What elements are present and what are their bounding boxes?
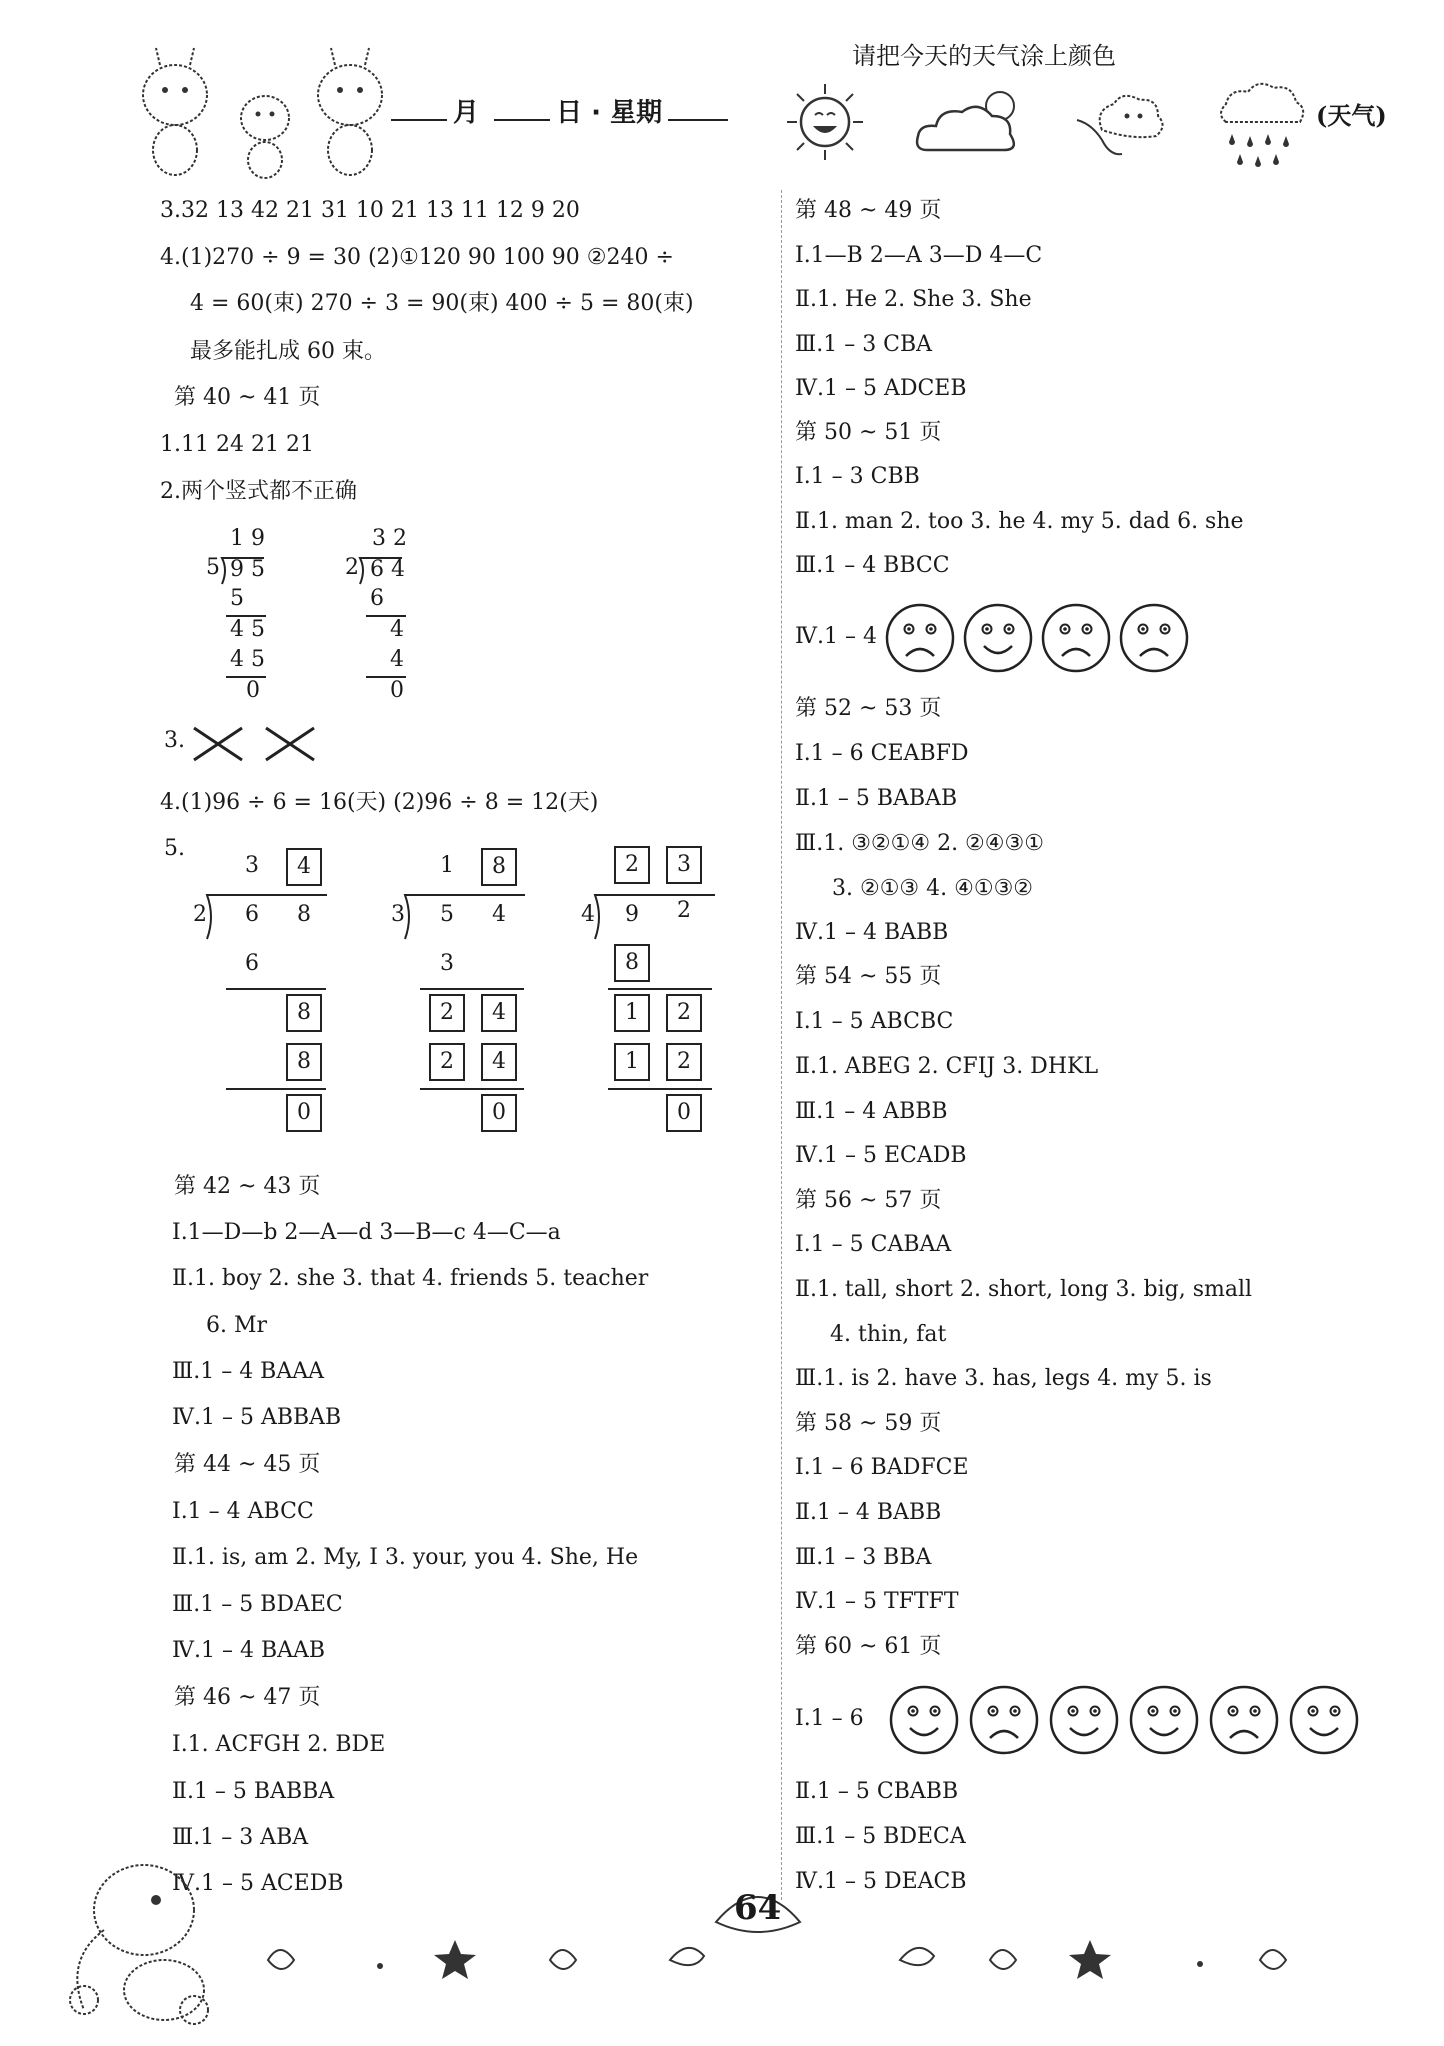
answer-line: Ⅱ.1 – 5 CBABB <box>795 1779 959 1804</box>
answer-line: Ⅱ.1. tall, short 2. short, long 3. big, small <box>795 1277 1253 1302</box>
quotient-digit: 1 <box>440 853 454 878</box>
division-bracket <box>403 893 527 941</box>
step-remainder: 4 <box>390 617 404 642</box>
page-number: 64 <box>734 1888 782 1928</box>
answer-line: Ⅱ.1. man 2. too 3. he 4. my 5. dad 6. she <box>795 509 1244 534</box>
dividend-digit: 2 <box>677 898 691 923</box>
subtract-digit: 6 <box>245 951 259 976</box>
rule <box>608 1088 712 1090</box>
month-blank <box>391 99 447 121</box>
sun-icon[interactable] <box>785 82 865 162</box>
answer-line: 5. <box>164 836 185 861</box>
answer-box[interactable]: 0 <box>481 1094 517 1132</box>
dividend-digit: 8 <box>297 902 311 927</box>
answer-line: Ⅳ.1 – 5 ABBAB <box>172 1405 342 1430</box>
answer-line: 3.32 13 42 21 31 10 21 13 11 12 9 20 <box>160 198 580 223</box>
page-heading: 第 42 ~ 43 页 <box>174 1174 321 1199</box>
answer-box[interactable]: 2 <box>429 1043 465 1081</box>
rule <box>226 1088 326 1090</box>
answer-line: Ⅱ.1. is, am 2. My, I 3. your, you 4. She, He <box>172 1545 639 1570</box>
answer-line: Ⅰ.1 – 5 CABAA <box>795 1232 952 1257</box>
answer-line: 1.11 24 21 21 <box>160 432 314 457</box>
answer-line: 3. ②①③ 4. ④①③② <box>832 876 1034 901</box>
answer-line: Ⅰ.1 – 4 ABCC <box>172 1499 314 1524</box>
answer-line: Ⅲ.1 – 5 BDECA <box>795 1824 966 1849</box>
dividend-digit: 6 <box>245 902 259 927</box>
page-heading: 第 40 ~ 41 页 <box>174 385 321 410</box>
answer-line: 最多能扎成 60 束。 <box>190 339 386 364</box>
answer-line: Ⅰ.1—B 2—A 3—D 4—C <box>795 243 1043 268</box>
page-heading: 第 48 ~ 49 页 <box>795 198 942 223</box>
answer-box[interactable]: 2 <box>429 994 465 1032</box>
answer-line: Ⅳ.1 – 5 ADCEB <box>795 376 967 401</box>
page-heading: 第 60 ~ 61 页 <box>795 1634 942 1659</box>
divisor: 2 <box>193 902 207 927</box>
rule <box>420 1088 524 1090</box>
answer-box[interactable]: 2 <box>666 994 702 1032</box>
divisor: 4 <box>581 902 595 927</box>
happy-face-icon <box>1291 1687 1357 1753</box>
page-heading: 第 58 ~ 59 页 <box>795 1411 942 1436</box>
rule <box>420 988 524 990</box>
answer-line: Ⅲ.1 – 3 BBA <box>795 1545 932 1570</box>
dividend-digit: 9 <box>625 902 639 927</box>
answer-line: Ⅱ.1 – 5 BABBA <box>172 1779 335 1804</box>
page-heading: 第 54 ~ 55 页 <box>795 964 942 989</box>
answer-box[interactable]: 4 <box>286 848 322 886</box>
page-heading: 第 56 ~ 57 页 <box>795 1188 942 1213</box>
answer-line: Ⅳ.1 – 5 DEACB <box>795 1869 967 1894</box>
dividend-digit: 5 <box>440 902 454 927</box>
divisor: 2 <box>345 555 359 580</box>
happy-face-icon <box>1131 1687 1197 1753</box>
answer-line: Ⅰ.1 – 6 BADFCE <box>795 1455 969 1480</box>
answer-line: Ⅱ.1. boy 2. she 3. that 4. friends 5. teacher <box>172 1266 649 1291</box>
happy-face-icon <box>891 1687 957 1753</box>
elephant-cartoon-icon <box>44 1830 234 2030</box>
answer-line: 4.(1)270 ÷ 9 = 30 (2)①120 90 100 90 ②240 ÷ <box>160 245 674 270</box>
answer-line: Ⅰ.1 – 6 <box>795 1706 864 1731</box>
answer-line: 4 = 60(束) 270 ÷ 3 = 90(束) 400 ÷ 5 = 80(束) <box>190 291 694 316</box>
quotient-digit: 3 <box>245 853 259 878</box>
answer-box[interactable]: 1 <box>614 994 650 1032</box>
sad-face-icon <box>971 1687 1037 1753</box>
answer-line: Ⅱ.1. ABEG 2. CFIJ 3. DHKL <box>795 1054 1099 1079</box>
step-subtract: 4 5 <box>230 647 265 672</box>
answer-line: Ⅱ.1. He 2. She 3. She <box>795 287 1032 312</box>
sad-face-icon <box>887 605 953 671</box>
answer-line: Ⅳ.1 – 5 ACEDB <box>172 1871 344 1896</box>
answer-box[interactable]: 0 <box>286 1094 322 1132</box>
answer-line: 4.(1)96 ÷ 6 = 16(天) (2)96 ÷ 8 = 12(天) <box>160 790 599 815</box>
step-subtract: 5 <box>230 586 244 611</box>
answer-line: Ⅱ.1 – 5 BABAB <box>795 786 958 811</box>
divisor: 3 <box>391 902 405 927</box>
happy-face-icon <box>965 605 1031 671</box>
dividend: 9 5 <box>230 557 265 582</box>
cloudy-icon[interactable] <box>912 84 1032 164</box>
divisor: 5 <box>206 555 220 580</box>
rain-icon[interactable] <box>1212 74 1312 174</box>
weather-label: (天气) <box>1316 101 1387 130</box>
week-label: 星期 <box>610 98 663 128</box>
answer-box[interactable]: 8 <box>614 944 650 982</box>
answer-line: Ⅰ.1. ACFGH 2. BDE <box>172 1732 386 1757</box>
page-heading: 第 44 ~ 45 页 <box>174 1452 321 1477</box>
face-answers-50 <box>884 600 1204 676</box>
answer-line: Ⅲ.1 – 4 BAAA <box>172 1359 325 1384</box>
answer-box[interactable]: 1 <box>614 1043 650 1081</box>
answer-line: Ⅲ.1 – 3 ABA <box>172 1825 309 1850</box>
answer-line: 6. Mr <box>206 1313 268 1338</box>
quotient: 3 2 <box>372 526 407 551</box>
day-label: 日 <box>556 98 583 128</box>
face-answers-60 <box>888 1682 1368 1758</box>
sad-face-icon <box>1211 1687 1277 1753</box>
answer-line: Ⅲ.1. ③②①④ 2. ②④③① <box>795 831 1044 856</box>
answer-line: Ⅲ.1 – 3 CBA <box>795 332 933 357</box>
month-label: 月 <box>453 98 480 128</box>
answer-box[interactable]: 2 <box>666 1043 702 1081</box>
answer-line: Ⅲ.1 – 4 ABBB <box>795 1099 948 1124</box>
week-blank <box>668 99 728 121</box>
page-heading: 第 46 ~ 47 页 <box>174 1685 321 1710</box>
cross-marks-icon <box>192 724 322 764</box>
giraffe-cartoon-icon <box>130 40 400 180</box>
page-heading: 第 52 ~ 53 页 <box>795 696 942 721</box>
answer-line: Ⅳ.1 – 5 ECADB <box>795 1143 967 1168</box>
happy-face-icon <box>1051 1687 1117 1753</box>
answer-box[interactable]: 2 <box>614 846 650 884</box>
dot-separator: · <box>591 98 602 128</box>
quotient: 1 9 <box>230 526 265 551</box>
weather-prompt: 请把今天的天气涂上颜色 <box>852 42 1116 70</box>
answer-line: 2.两个竖式都不正确 <box>160 479 357 504</box>
dividend: 6 4 <box>370 557 405 582</box>
answer-line: Ⅳ.1 – 4 BAAB <box>172 1638 326 1663</box>
date-line <box>385 92 734 129</box>
rule <box>226 988 326 990</box>
subtract-digit: 3 <box>440 951 454 976</box>
answer-box[interactable]: 8 <box>286 1043 322 1081</box>
step-subtract: 6 <box>370 586 384 611</box>
answer-line: Ⅳ.1 – 4 <box>795 624 877 649</box>
sad-face-icon <box>1121 605 1187 671</box>
division-bracket <box>593 893 717 941</box>
answer-line: Ⅰ.1 – 5 ABCBC <box>795 1009 954 1034</box>
answer-box[interactable]: 4 <box>481 1043 517 1081</box>
sad-face-icon <box>1043 605 1109 671</box>
answer-line: Ⅰ.1—D—b 2—A—d 3—B—c 4—C—a <box>172 1220 561 1245</box>
step-subtract: 4 <box>390 647 404 672</box>
answer-box[interactable]: 0 <box>666 1094 702 1132</box>
answer-line: 3. <box>164 728 185 753</box>
day-blank <box>494 99 550 121</box>
answer-line: Ⅲ.1. is 2. have 3. has, legs 4. my 5. is <box>795 1366 1212 1391</box>
answer-box[interactable]: 4 <box>481 994 517 1032</box>
answer-line: Ⅲ.1 – 5 BDAEC <box>172 1592 343 1617</box>
answer-line: Ⅳ.1 – 5 TFTFT <box>795 1589 959 1614</box>
final-remainder: 0 <box>246 678 260 703</box>
answer-line: Ⅲ.1 – 4 BBCC <box>795 553 950 578</box>
cloudy-wind-icon[interactable] <box>1072 80 1172 170</box>
column-divider <box>781 190 782 1900</box>
answer-line: Ⅰ.1 – 6 CEABFD <box>795 741 969 766</box>
answer-box[interactable]: 3 <box>666 846 702 884</box>
final-remainder: 0 <box>390 678 404 703</box>
dividend-digit: 4 <box>492 902 506 927</box>
page-heading: 第 50 ~ 51 页 <box>795 420 942 445</box>
answer-line: Ⅰ.1 – 3 CBB <box>795 464 920 489</box>
answer-box[interactable]: 8 <box>286 994 322 1032</box>
answer-line: 4. thin, fat <box>830 1322 947 1347</box>
rule <box>608 988 712 990</box>
step-remainder: 4 5 <box>230 617 265 642</box>
answer-box[interactable]: 8 <box>481 848 517 886</box>
answer-line: Ⅳ.1 – 4 BABB <box>795 920 949 945</box>
answer-line: Ⅱ.1 – 4 BABB <box>795 1500 942 1525</box>
